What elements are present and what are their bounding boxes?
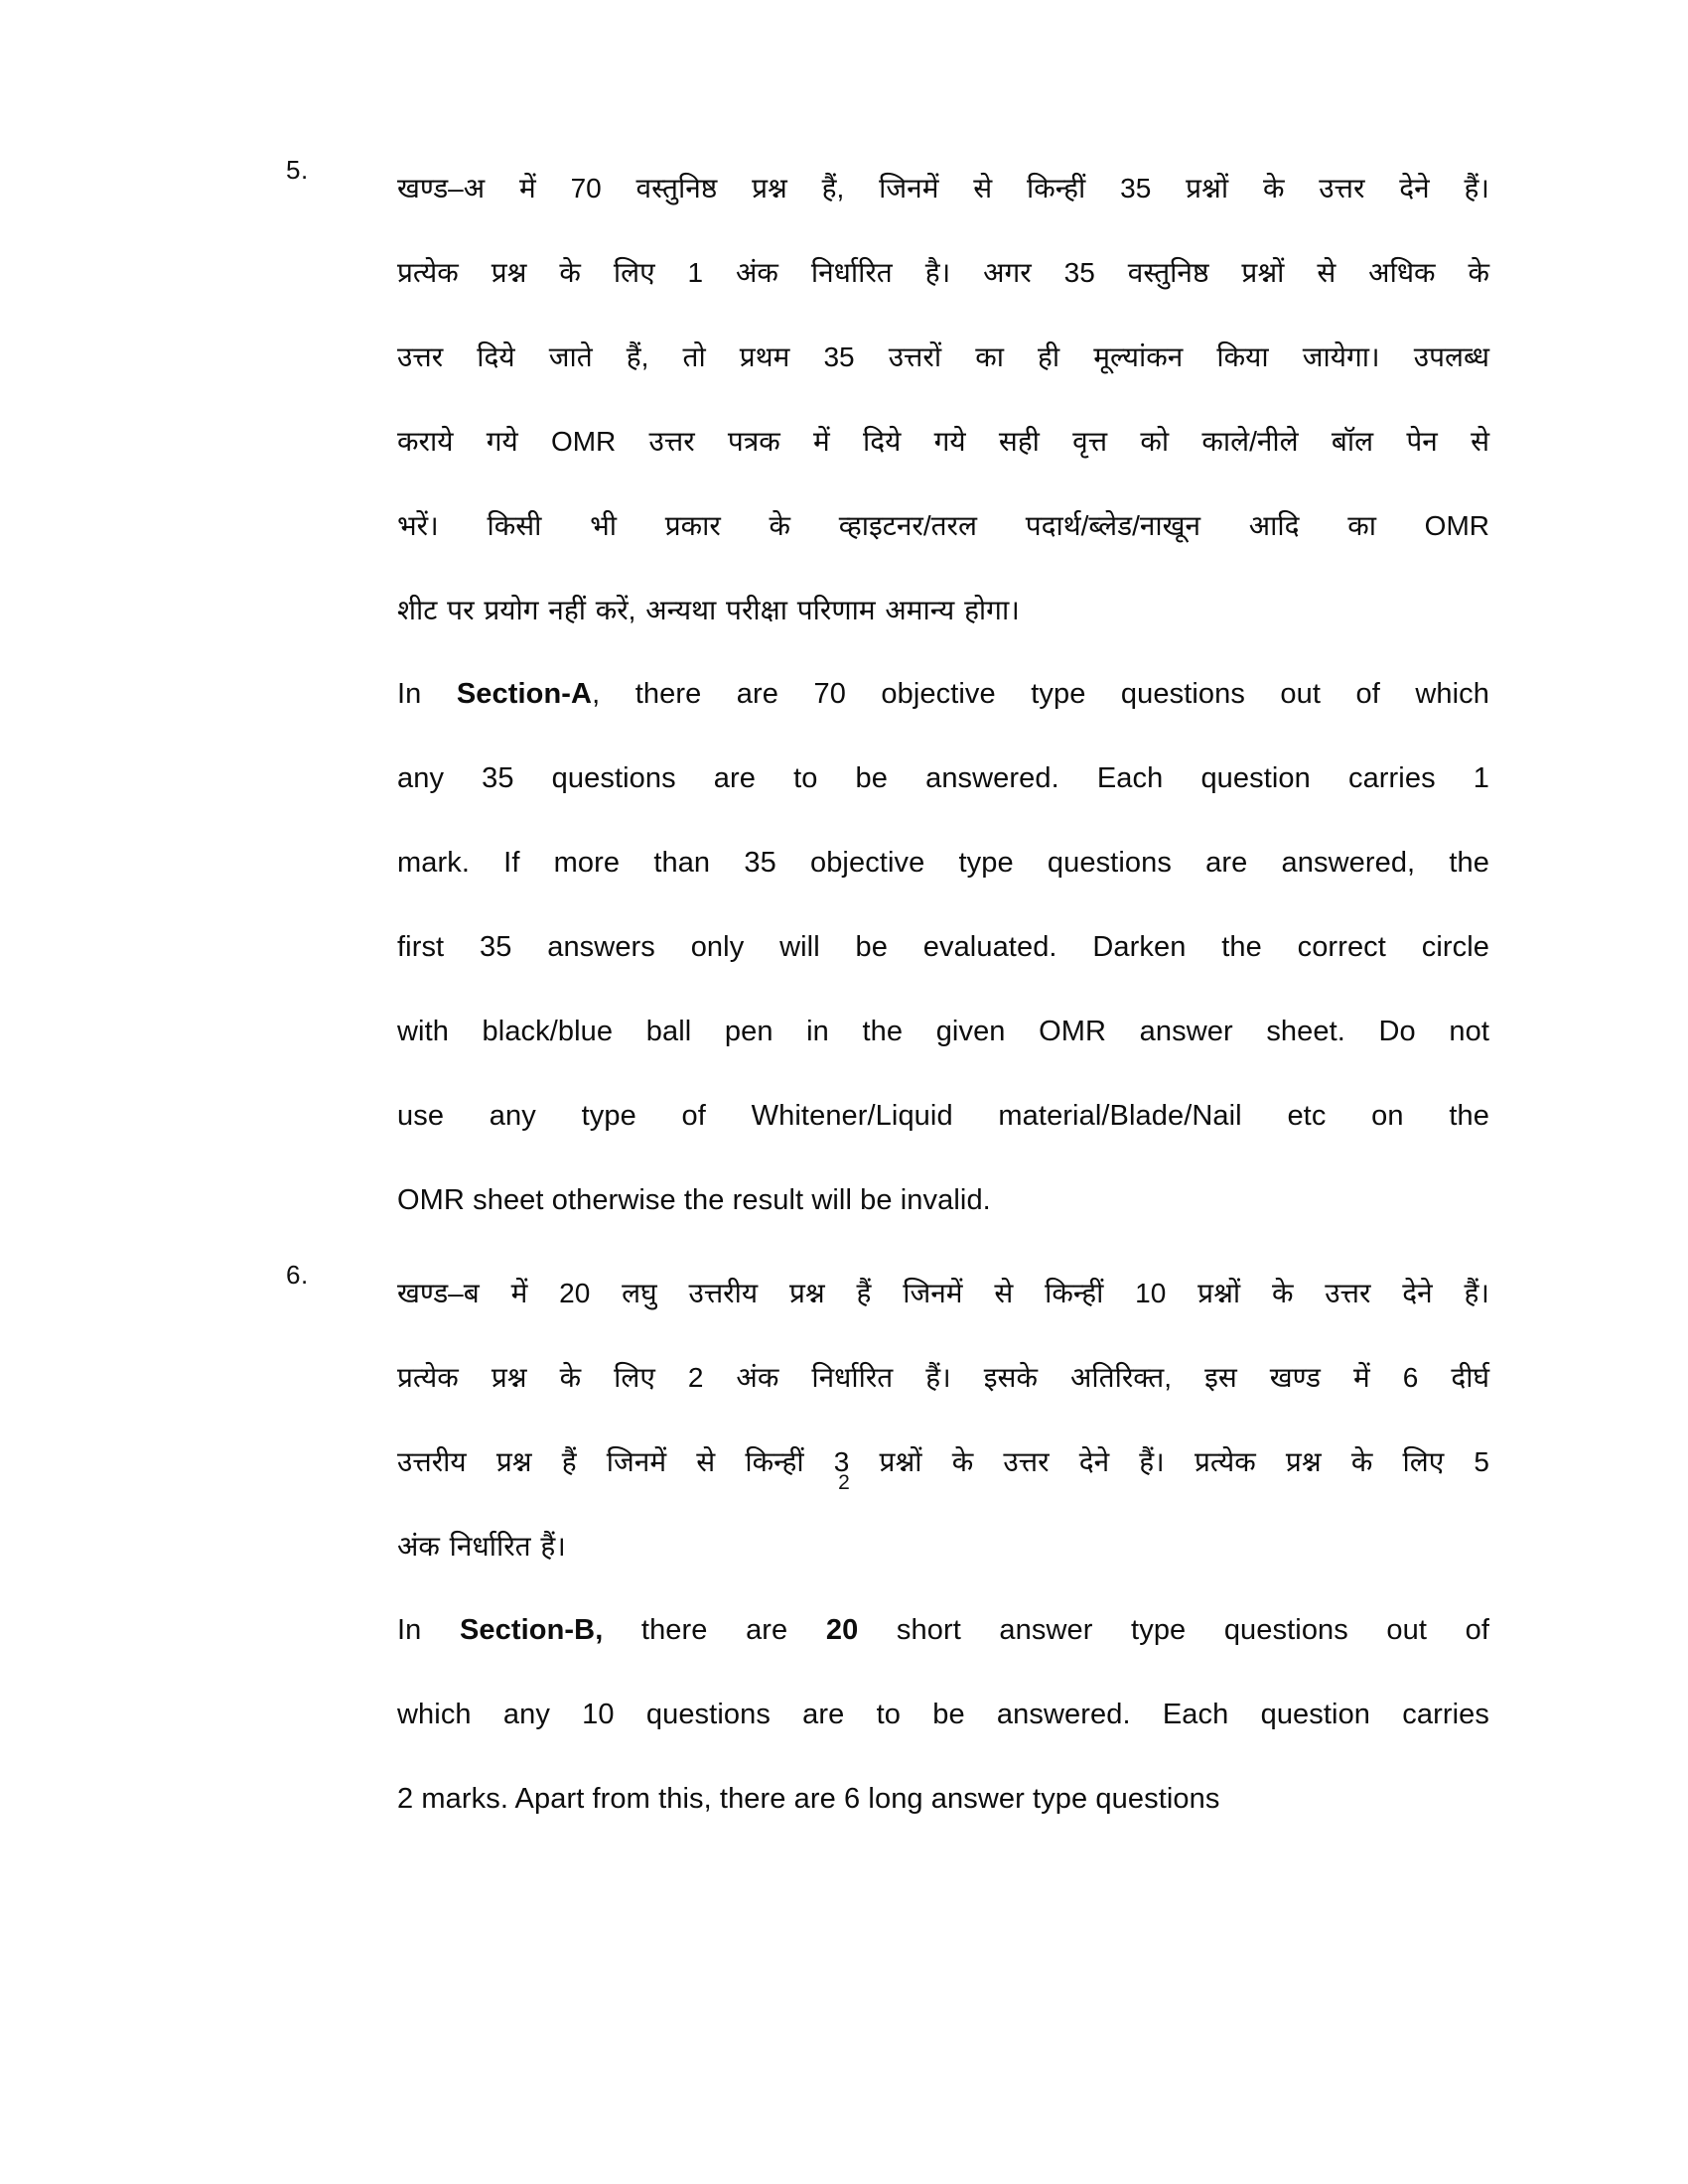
instruction-5-hindi-line-4: कराये गये OMR उत्तर पत्रक में दिये गये सही वृत्त को काले/नीले बॉल पेन से [397,426,1489,457]
instruction-6-hindi-line-4: अंक निर्धारित हैं। [397,1531,566,1562]
instruction-6-english-line-2: which any 10 questions are to be answered. Each question carries [397,1699,1489,1730]
section-b-label: Section-B, [459,1614,604,1646]
instruction-5-english-line-6: use any type of Whitener/Liquid material/Blade/Nail etc on the [397,1100,1489,1132]
instruction-number-5: 5. [286,155,309,185]
instruction-5-english-line-1 [397,655,1489,734]
instruction-5-hindi-line-5: भरें। किसी भी प्रकार के व्हाइटनर/तरल पदार्थ/ब्लेड/नाखून आदि का OMR [397,510,1489,541]
section-a-label: Section-A [456,678,593,710]
instruction-5-english-line-7: OMR sheet otherwise the result will be invalid. [397,1184,991,1216]
instruction-item-6 [286,1254,1489,1839]
instruction-6-hindi-line-2: प्रत्येक प्रश्न के लिए 2 अंक निर्धारित हैं। इसके अतिरिक्त, इस खण्ड में 6 दीर्घ [397,1362,1489,1393]
section-b-count: 20 [825,1614,859,1646]
text-fragment: short answer type questions out of [858,1614,1489,1646]
page-content [286,149,1489,1839]
instruction-6-english-line-1 [397,1591,1489,1670]
text-fragment: , there are 70 objective type questions out of which [592,678,1489,710]
page-number: 2 [838,1471,850,1494]
instruction-5-english-line-4: first 35 answers only will be evaluated. Darken the correct circle [397,931,1489,963]
instruction-6-english-line-3: 2 marks. Apart from this, there are 6 long answer type questions [397,1783,1220,1815]
instruction-body-6 [397,1254,1489,1839]
instruction-6-hindi-line-3: उत्तरीय प्रश्न हैं जिनमें से किन्हीं 3 प्रश्नों के उत्तर देने हैं। प्रत्येक प्रश्न के लिए 5 [397,1446,1489,1477]
instruction-5-hindi-line-6: शीट पर प्रयोग नहीं करें, अन्यथा परीक्षा परिणाम अमान्य होगा। [397,595,1020,625]
instruction-5-hindi-line-3: उत्तर दिये जाते हैं, तो प्रथम 35 उत्तरों का ही मूल्यांकन किया जायेगा। उपलब्ध [397,341,1489,372]
instruction-6-hindi-line-1: खण्ड–ब में 20 लघु उत्तरीय प्रश्न हैं जिनमें से किन्हीं 10 प्रश्नों के उत्तर देने हैं। [397,1278,1489,1308]
text-fragment: In [397,1614,460,1646]
instruction-5-english-line-3: mark. If more than 35 objective type questions are answered, the [397,847,1489,879]
instruction-5-english-line-2: any 35 questions are to be answered. Each question carries 1 [397,762,1489,794]
instruction-body-5 [397,149,1489,1240]
text-fragment: In [397,678,457,710]
instruction-5-english-line-5: with black/blue ball pen in the given OMR answer sheet. Do not [397,1016,1489,1047]
instruction-5-hindi-line-1: खण्ड–अ में 70 वस्तुनिष्ठ प्रश्न हैं, जिनमें से किन्हीं 35 प्रश्नों के उत्तर देने हैं। [397,173,1489,204]
instruction-5-hindi-line-2: प्रत्येक प्रश्न के लिए 1 अंक निर्धारित है। अगर 35 वस्तुनिष्ठ प्रश्नों से अधिक के [397,257,1489,288]
instruction-number-6: 6. [286,1260,309,1290]
instruction-item-5 [286,149,1489,1240]
text-fragment: there are [603,1614,826,1646]
